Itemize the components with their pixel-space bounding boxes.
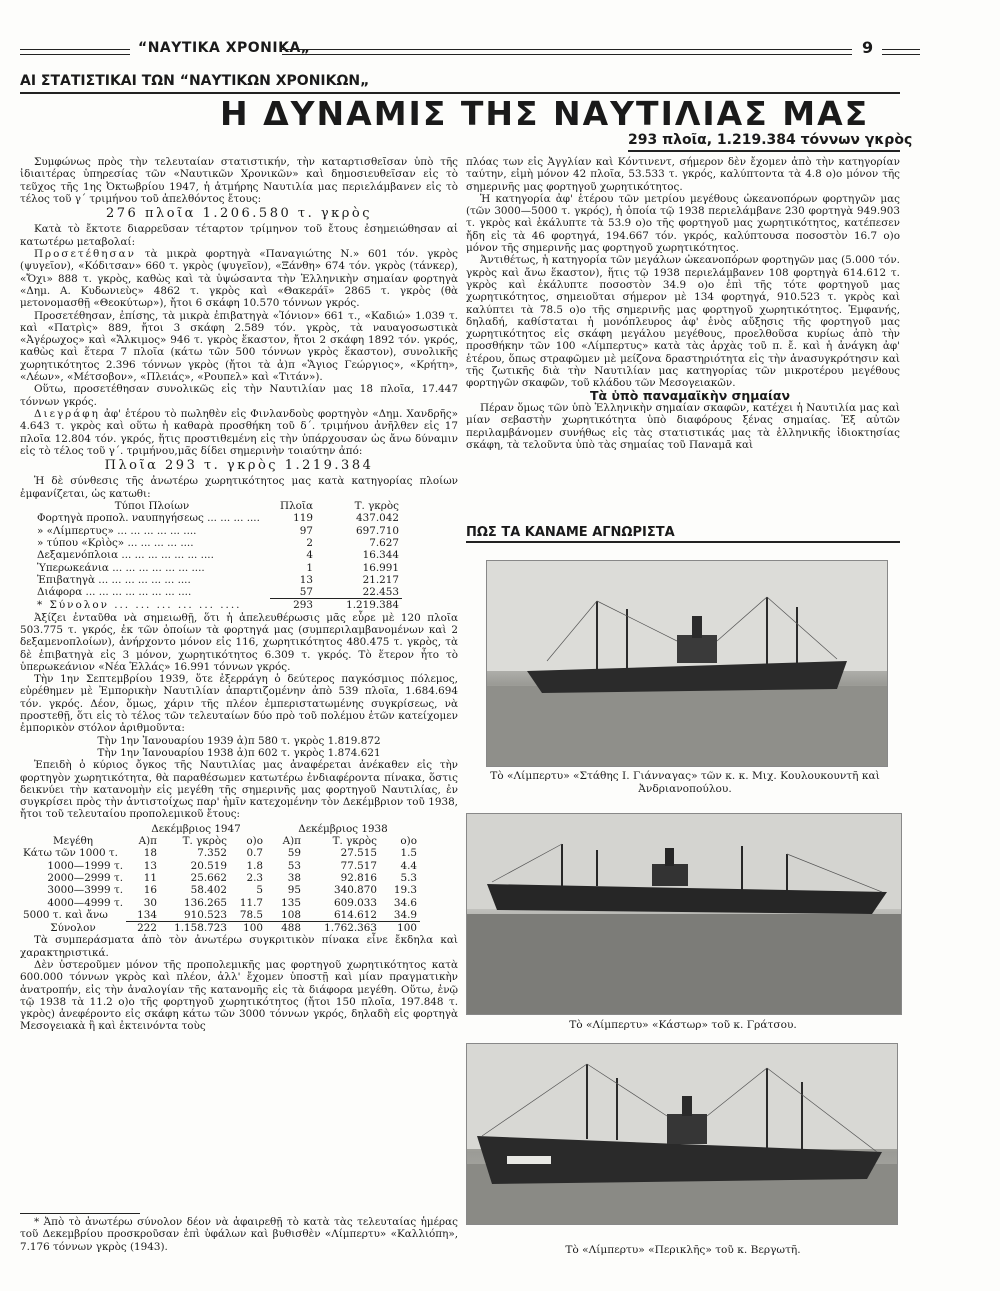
running-header [20,40,920,60]
footnote [20,1216,458,1253]
table-cell: 16.991 [362,561,399,574]
table-cell: 59 [287,847,301,860]
table-cell: 134 [126,909,160,922]
table-cell: 0.7 [246,847,263,860]
left-column [20,156,458,1033]
table-cell: 53 [287,859,301,872]
table-cell: 58.402 [190,884,227,897]
table-cell: Δεξαμενόπλοια ... ... ... ... ... ... .... [37,549,214,562]
table-cell: 38 [287,871,301,884]
table-cell: 95 [287,884,301,897]
table-cell: 135 [281,896,301,909]
headline: Η ΔΥΝΑΜΙΣ ΤΗΣ ΝΑΥΤΙΛΙΑΣ ΜΑΣ [220,94,870,133]
table-cell: » «Λίμπερτυς» ... ... ... ... ... .... [37,524,197,537]
table-row [34,549,402,561]
table-cell: 4000—4999 τ. [47,896,123,909]
table-cell: 108 [266,909,304,922]
table-header: Τ. γκρὸς [182,835,227,848]
table-cell: 4 [306,549,313,562]
table-cell: 27.515 [340,847,377,860]
table-row [34,574,402,586]
right-column [466,156,900,451]
table-cell: 7.627 [369,536,399,549]
paragraph: Ἀντιθέτως, ἡ κατηγορία τῶν μεγάλων ὠκεανοπόρων φορτηγῶν μας (5.000 τόν. γκρὸς καὶ ἄνω ἕκαστον), ἥτις τῷ 1938 περιελάμβανεν 108 φορτηγὰ 614.612 τ. γκρὸς καὶ ἐκάλυπτε ποσοστὸν 34.9 ο)ο ἐπὶ τῆς τότε φορτηγοῦ μας χωρητικότητος, σημειοῦται σήμερον μὲ 134 φορτηγά, 910.523 τ. γκρὸς καὶ καλύπτει τὰ 78.5 ο)ο τῆς σημερινῆς μας φορτηγοῦ χωρητικότητος. Ἐμφανής, δηλαδή, καθίσταται ἡ μονόπλευρος ἀφ' ἑνὸς αὔξησις τῆς φορτηγοῦ μας χωρητικότητος εἰς σκάφη μεγάλου μεγέθους, προελθοῦσα κυρίως ἀπὸ τὴν προσθήκην τῶν 100 «Λίμπερτυς» κατὰ τὰς ἀρχὰς τοῦ π. ἔ. καὶ ἡ ἀνάγκη ἀφ' ἑτέρου, ὅπως στραφῶμεν μὲ μείζονα δραστηριότητα εἰς τὴν ἀνασυγκρότησιν καὶ τῆς ζωτικῆς διὰ τὴν Ναυτιλίαν μας κατηγορίας τῶν μικροτέρου μεγέθους φορτηγῶν σκαφῶν, τοῦ κλάδου τῶν Μεσογειακῶν. [466,254,900,390]
table-cell: 7.352 [197,847,227,860]
paragraph: Τὰ συμπεράσματα ἀπὸ τὸν ἀνωτέρω συγκριτικὸν πίνακα εἶνε ἔκδηλα καὶ χαρακτηριστικά. [20,934,458,959]
ship-silhouette [487,561,887,766]
table-cell: 5000 τ. καὶ ἄνω [23,909,108,922]
table-header: Τ. γκρὸς [354,500,399,513]
table-cell: 5.3 [400,871,417,884]
total-line: Πλοῖα 293 τ. γκρὸς 1.219.384 [104,458,374,474]
subhead-rule [628,150,900,152]
date-line: Τὴν 1ην Ἰανουαρίου 1938 ἀ)π 602 τ. γκρὸς 1.874.621 [97,746,381,759]
table-row [20,847,420,859]
ship-silhouette [467,1044,897,1224]
lead-word: Διεγράφη [34,407,100,420]
table-cell: 57 [270,586,316,599]
table-cell: 3000—3999 τ. [47,884,123,897]
table-group-row [20,823,420,835]
table-row [20,872,420,884]
table-cell: Διάφορα ... ... ... ... ... ... ... .... [37,586,192,599]
table-header: Τύποι Πλοίων [114,500,190,513]
subhead: 293 πλοῖα, 1.219.384 τόννων γκρὸς [628,132,913,148]
paragraph: Τὴν 1ην Σεπτεμβρίου 1939, ὅτε ἐξερράγη ὁ δεύτερος παγκόσμιος πόλεμος, εὑρέθημεν μὲ Ἐμπορικὴν Ναυτιλίαν ἀπαρτιζομένην ἀπὸ 539 πλοῖα, 1.684.694 τόν. γκρός. Δέον, ὅμως, χάριν τῆς πλέον ἐμπεριστατωμένης συγκρίσεως, νὰ προστεθῇ, ὅτι εἰς τὸ τέλος τῶν τελευταίων δύο πρὸ τοῦ πολέμου ἐτῶν κατείχομεν ἐμπορικὸν στόλον ἀριθμοῦντα: [20,673,458,735]
table-cell: 100 [243,922,263,935]
table-cell: 13 [299,573,313,586]
table-cell: 30 [143,896,157,909]
footnote-rule [20,1213,140,1214]
table-header-row [34,500,402,512]
table-header: Α)π [282,835,301,848]
table-header: Τ. γκρὸς [332,835,377,848]
paragraph: πλόας των εἰς Ἀγγλίαν καὶ Κόντινεντ, σήμερον δὲν ἔχομεν ἀπὸ τὴν κατηγορίαν ταύτην, εἰμὴ μόνον 42 πλοῖα, 53.533 τ. γκρός, καλύπτοντα τὰ 4.8 ο)ο μόνον τῆς σημερινῆς μας φορτηγοῦ χωρητικότητος. [466,156,900,193]
paragraph: Προσετέθησαν, ἐπίσης, τὰ μικρὰ ἐπιβατηγὰ «Ἰόνιον» 661 τ., «Καδιώ» 1.039 τ. καὶ «Πατρὶς» 889, ἤτοι 3 σκάφη 2.589 τόν. γκρὸς, τὰ ναυαγοσωστικὰ «Ἀγέρωχος» καὶ «Ἄλκιμος» 946 τ. γκρὸς ἕκαστον, ἤτοι 2 σκάφη 1892 τόν. γκρός, καθὼς καὶ ἕτερα 7 πλοῖα (κάτω τῶν 500 τόννων γκρὸς ἕκαστον), συνολικῆς χωρητικότητος 2.396 τόννων γκρὸς (ἤτοι τὰ ἀ)π «Ἅγιος Γεώργιος», «Κρήτη», «Λέων», «Μέτσοβον», «Πλειάς», «Ρουπελ» καὶ «Τιτάν»). [20,309,458,384]
photo-caption-1: Τὸ «Λίμπερτυ» «Στάθης Ι. Γιάνναγας» τῶν κ. κ. Μιχ. Κουλουκουντῆ καὶ Ἀνδριανοπούλου. [490,770,880,795]
table-cell: 16 [143,884,157,897]
table-row [34,586,402,599]
table-cell: 437.042 [356,512,399,525]
photo-section-heading: ΠΩΣ ΤΑ ΚΑΝΑΜΕ ΑΓΝΩΡΙΣΤΑ [466,525,675,540]
photo-caption-3: Τὸ «Λίμπερτυ» «Περικλῆς» τοῦ κ. Βεργωτῆ. [565,1244,801,1256]
table-cell: 1.158.723 [174,922,227,935]
table-cell: Ἐπιβατηγὰ ... ... ... ... ... ... .... [37,573,191,586]
paragraph: Πέραν ὅμως τῶν ὑπὸ Ἑλληνικὴν σημαίαν σκαφῶν, κατέχει ἡ Ναυτιλία μας καὶ μίαν σεβαστὴν χωρητικότητα ὑπὸ διαφόρους ξένας σημαίας. Ἐξ αὐτῶν περιλαμβάνομεν συνήθως εἰς τὰς στατιστικάς μας τὰ ἑλληνικῆς ἰδιοκτησίας σκάφη, τὰ τελοῦντα ὑπὸ τὰς σημαίας τοῦ Παναμᾶ καὶ [466,401,900,451]
table-cell: 22.453 [316,586,402,599]
table-cell: 293 [293,599,313,612]
table-cell: 697.710 [356,524,399,537]
table-group-header: Δεκέμβριος 1938 [298,822,388,835]
paragraph: Ἐπειδὴ ὁ κύριος ὄγκος τῆς Ναυτιλίας μας ἀναφέρεται ἀνέκαθεν εἰς τὴν φορτηγὸν χωρητικότητα, θὰ παραθέσωμεν κατωτέρω ἐνδιαφέροντα πίνακα, ὅστις δεικνύει τὴν κατανομὴν εἰς μεγέθη τῆς σημερινῆς μας φορτηγοῦ Ναυτιλίας, ἐν συγκρίσει πρὸς τὴν ἀντιστοίχως παρ' ἡμῖν κατεχομένην τὸν Δεκέμβριον τοῦ 1938, ἤτοι τοῦ τελευταίου προπολεμικοῦ ἔτους: [20,759,458,821]
table-cell: 609.033 [334,896,377,909]
header-rule-right [882,49,920,55]
table-total-row [20,922,420,935]
paragraph [20,408,458,457]
table-cell: 340.870 [334,884,377,897]
table-cell: 20.519 [190,859,227,872]
table-cell: 1.762.363 [324,922,377,935]
photo-section-rule [466,541,900,543]
table-cell: 34.6 [393,896,417,909]
ship-photo-3 [466,1043,898,1225]
table-row [34,562,402,574]
running-title: “ΝΑΥΤΙΚΑ ΧΡΟΝΙΚΑ„ [138,40,311,56]
table-header: ο)ο [246,835,263,848]
table-row [20,884,420,896]
table-cell: * Σύνολον ... ... ... ... ... .... [37,599,242,612]
paragraph: Ἡ κατηγορία ἀφ' ἑτέρου τῶν μετρίου μεγέθους ὠκεανοπόρων φορτηγῶν μας (τῶν 3000—5000 τ. γκρός), ἡ ὁποία τῷ 1938 περιελάμβανε 230 φορτηγὰ 949.903 τ. γκρὸς καὶ ἐκάλυπτε τὰ 53.9 ο)ο τῆς φορτηγοῦ μας χωρητικότητος, κατέπεσεν ἤδη εἰς τὰ 46 φορτηγά, 194.667 τόν. γκρός, καλύπτουσα ποσοστὸν 16.7 ο)ο μόνον τῆς σημερινῆς μας φορτηγοῦ χωρητικότητος. [466,192,900,255]
table-cell: 11.7 [239,896,263,909]
table-cell: 25.662 [190,871,227,884]
paragraph-text: ἀφ' ἑτέρου τὸ πωληθὲν εἰς Φινλανδοὺς φορτηγὸν «Δημ. Χανδρῆς» 4.643 τ. γκρὸς καὶ οὕτω ἡ καθαρὰ προσθήκη τοῦ δ΄. τριμήνου ἀνῆλθεν εἰς 17 πλοῖα 12.804 τόν. γκρός, ἥτις προστιθεμένη εἰς τὴν ὑπάρχουσαν ὡς ἄνω δύναμιν εἰς τὸ τέλος τοῦ γ΄. τριμήνου,μᾶς δίδει σημερινὴν τοιαύτην ἀπό: [20,407,458,457]
table-cell: 21.217 [362,573,399,586]
table-cell: Φορτηγὰ προπολ. ναυπηγήσεως ... ... ... .... [37,512,260,525]
paragraph: Συμφώνως πρὸς τὴν τελευταίαν στατιστικήν, τὴν καταρτισθεῖσαν ὑπὸ τῆς ἰδιαιτέρας ὑπηρεσίας τῶν «Ναυτικῶν Χρονικῶν» καὶ δημοσιευθεῖσαν εἰς τὸ τεῦχος τῆς 1ης Ὀκτωβρίου 1947, ἡ ἀτμήρης Ναυτιλία μας περιελάμβανεν εἰς τὸ τέλος τοῦ γ΄ τριμήνου τοῦ ἀπελθόντος ἔτους: [20,156,458,205]
table-cell: 5 [256,884,263,897]
paragraph [20,248,458,309]
total-line: 276 πλοῖα 1.206.580 τ. γκρὸς [106,206,372,222]
table-cell: 100 [397,922,417,935]
table-row [20,897,420,909]
table-cell: 910.523 [160,909,230,922]
header-rule-left [20,49,130,55]
table-header: Πλοῖα [280,500,313,513]
table-cell: 119 [293,512,313,525]
subheading: Τὰ ὑπὸ παναμαϊκὴν σημαίαν [589,387,790,403]
table-cell: 1 [306,561,313,574]
table-cell: 78.5 [230,909,266,922]
section-kicker: ΑΙ ΣΤΑΤΙΣΤΙΚΑΙ ΤΩΝ “ΝΑΥΤΙΚΩΝ ΧΡΟΝΙΚΩΝ„ [20,73,370,89]
table-header: Μεγέθη [52,835,94,848]
paragraph: Κατὰ τὸ ἔκτοτε διαρρεῦσαν τέταρτον τρίμηνον τοῦ ἔτους ἐσημειώθησαν αἱ κατωτέρω μεταβολαί: [20,223,458,248]
paragraph: Ἀξίζει ἐνταῦθα νὰ σημειωθῇ, ὅτι ἡ ἀπελευθέρωσις μᾶς εὗρε μὲ 120 πλοῖα 503.775 τ. γκρός, ἐκ τῶν ὁποίων τὰ φορτηγά μας (συμπεριλαμβανομένων καὶ 2 δεξαμενοπλοίων), ἀνήρχοντο μόνον εἰς 116, χωρητικότητος 480.475 τ. γκρὸς, τὰ δὲ ἐπιβατηγὰ εἰς 3 μόνον, χωρητικότητος 6.309 τ. γκρός. Τὸ ἕτερον ἦτο τὸ ὑπερωκεάνιον «Νέα Ἑλλάς» 16.991 τόννων γκρός. [20,611,458,673]
table-row [34,512,402,524]
table-cell: » τύπου «Κρὶὸς» ... ... ... ... .... [37,536,194,549]
table-cell: 222 [137,922,157,935]
table-cell: 1.5 [400,847,417,860]
footnote-text: * Ἀπὸ τὸ ἀνωτέρω σύνολον δέον νὰ ἀφαιρεθῇ τὸ κατὰ τὰς τελευταίας ἡμέρας τοῦ Δεκεμβρίου προσκροῦσαν ἐπὶ ὑφάλων καὶ βυθισθὲν «Λίμπερτυ» «Καλλιόπη», 7.176 τόννων γκρὸς (1943). [20,1216,458,1253]
table-cell: 1000—1999 τ. [47,859,123,872]
table-header: Α)π [138,835,157,848]
ship-types-table [34,500,402,612]
table-cell: 92.816 [340,871,377,884]
table-header: ο)ο [400,835,417,848]
table-cell: 2000—2999 τ. [47,871,123,884]
lead-word: Προσετέθησαν [34,248,136,261]
table-cell: 13 [143,859,157,872]
table-cell: Κάτω τῶν 1000 τ. [23,847,118,860]
table-cell: 614.612 [304,909,380,922]
table-cell: 11 [143,871,157,884]
table-cell: 488 [281,922,301,935]
page-number: 9 [862,38,874,57]
table-cell: Ὑπερωκεάνια ... ... ... ... ... ... .... [37,561,205,574]
table-cell: 97 [299,524,313,537]
table-row [20,909,420,922]
table-cell: 136.265 [184,896,227,909]
paragraph: Δὲν ὑστεροῦμεν μόνον τῆς προπολεμικῆς μας φορτηγοῦ χωρητικότητος κατὰ 600.000 τόννων γκρὸς καὶ πλέον, ἀλλ' ἔχομεν ὑποστῇ καὶ μίαν πραγματικὴν ἀνατροπήν, εἰς τὴν ἀναλογίαν τῆς κατανομῆς εἰς τὰ διάφορα μεγέθη. Οὕτω, ἐνῷ τῷ 1938 τὰ 11.2 ο)ο τῆς φορτηγοῦ χωρητικότητος (ἤτοι 150 πλοῖα, 197.848 τ. γκρὸς) ἀνεφέροντο εἰς σκάφη κάτω τῶν 3000 τόννων γκρός, δηλαδὴ εἰς φορτηγὰ Μεσογειακὰ ἢ καὶ ἐκτεινόντα τοὺς [20,959,458,1033]
date-line: Τὴν 1ην Ἰανουαρίου 1939 ἀ)π 580 τ. γκρὸς 1.819.872 [97,734,381,747]
table-cell: 2 [306,536,313,549]
table-cell: 19.3 [393,884,417,897]
table-cell: Σύνολον [50,921,96,934]
ship-silhouette [467,814,901,1014]
table-cell: 77.517 [340,859,377,872]
table-row [34,537,402,549]
photo-caption-2: Τὸ «Λίμπερτυ» «Κάστωρ» τοῦ κ. Γράτσου. [569,1019,797,1031]
ship-photo-1 [486,560,888,767]
paragraph-text: τὰ μικρὰ φορτηγὰ «Παναγιώτης Ν.» 601 τόν. γκρὸς (ψυγεῖον), «Κόδιτσαν» 660 τ. γκρὸς (ψυγεῖον), «Ξάνθη» 674 τόν. γκρὸς (τάνκερ), «Ὄχι» 888 τ. γκρὸς, καθὼς καὶ τὰ ὑψώσαντα τὴν Ἑλληνικὴν σημαίαν φορτηγὰ «Δημ. Α. Κυδωνιεὺς» 4862 τ. γκρὸς καὶ «Θακεράϊ» 2865 τ. γκρὸς (θὰ μετονομασθῇ «Θεοκύτωρ»), ἤτοι 6 σκάφη 10.570 τόννων γκρός. [20,248,458,310]
table-cell: 2.3 [246,871,263,884]
table-cell: 16.344 [362,549,399,562]
table-cell: 34.9 [380,909,420,922]
paragraph: Οὕτω, προσετέθησαν συνολικῶς εἰς τὴν Ναυτιλίαν μας 18 πλοῖα, 17.447 τόννων γκρός. [20,383,458,408]
paragraph: Ἡ δὲ σύνθεσις τῆς ἀνωτέρω χωρητικότητος μας κατὰ κατηγορίας πλοίων ἐμφανίζεται, ὡς κατωθι: [20,475,458,500]
header-rule-mid [282,49,852,55]
table-row [34,525,402,537]
table-header-row [20,835,420,847]
table-cell: 18 [143,847,157,860]
size-distribution-table [20,823,420,935]
table-total-row [34,599,402,612]
table-cell: 1.219.384 [346,599,399,612]
ship-photo-2 [466,813,902,1015]
table-row [20,860,420,872]
table-cell: 1.8 [246,859,263,872]
table-cell: 4.4 [400,859,417,872]
table-group-header: Δεκέμβριος 1947 [151,822,241,835]
